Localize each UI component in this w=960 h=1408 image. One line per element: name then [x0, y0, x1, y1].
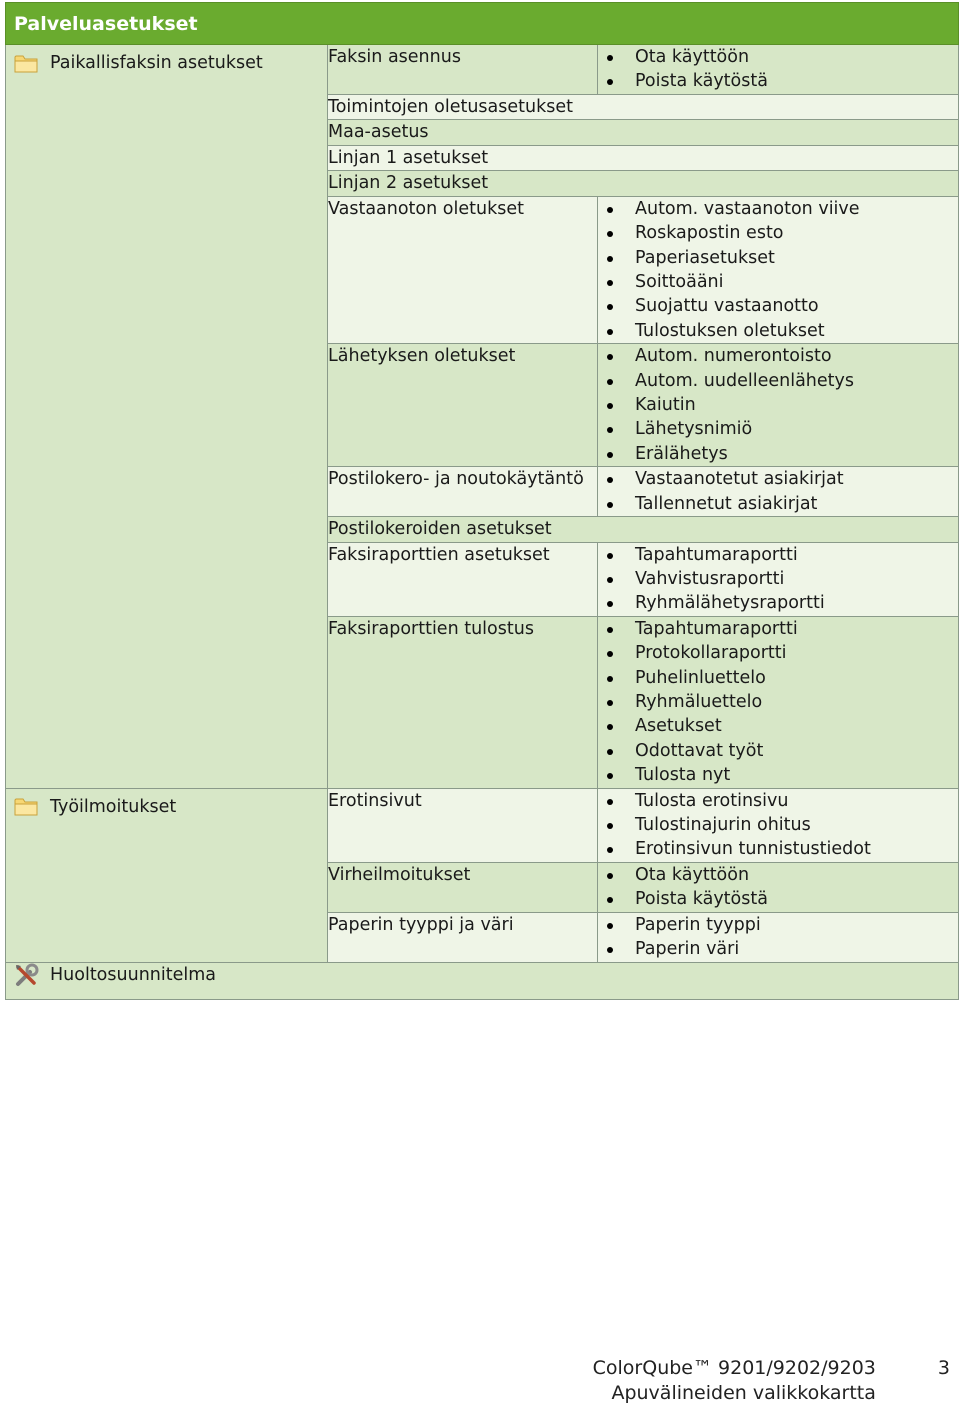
list-item: Paperin tyyppi: [598, 913, 958, 937]
option-list: [598, 197, 958, 343]
list-item: Ota käyttöön: [598, 863, 958, 887]
list-item: Suojattu vastaanotto: [598, 294, 958, 318]
list-item: Tulostuksen oletukset: [598, 319, 958, 343]
maintenance-label: Huoltosuunnitelma: [50, 964, 216, 985]
setting-label: Vastaanoton oletukset: [328, 196, 598, 343]
option-cell: [598, 912, 959, 962]
list-item: Tapahtumaraportti: [598, 617, 958, 641]
option-list: [598, 344, 958, 466]
list-item: Vastaanotetut asiakirjat: [598, 467, 958, 491]
maintenance-cell: [6, 962, 959, 999]
setting-label: Linjan 2 asetukset: [328, 171, 959, 197]
setting-label: Faksiraporttien asetukset: [328, 542, 598, 616]
setting-label: Virheilmoitukset: [328, 862, 598, 912]
list-item: Tapahtumaraportti: [598, 543, 958, 567]
setting-label: Erotinsivut: [328, 788, 598, 862]
option-cell: [598, 196, 959, 343]
list-item: Puhelinluettelo: [598, 666, 958, 690]
list-item: Poista käytöstä: [598, 887, 958, 911]
option-cell: [598, 788, 959, 862]
list-item: Tallennetut asiakirjat: [598, 492, 958, 516]
list-item: Protokollaraportti: [598, 641, 958, 665]
section-label: Paikallisfaksin asetukset: [50, 53, 263, 73]
option-cell: [598, 542, 959, 616]
list-item: Vahvistusraportti: [598, 567, 958, 591]
option-list: [598, 617, 958, 788]
option-cell: [598, 344, 959, 467]
list-item: Roskapostin esto: [598, 221, 958, 245]
setting-label: Toimintojen oletusasetukset: [328, 94, 959, 120]
page-number: 3: [937, 1357, 950, 1379]
list-item: Odottavat työt: [598, 739, 958, 763]
product-name: ColorQube™ 9201/9202/9203: [592, 1357, 876, 1379]
list-item: Autom. vastaanoton viive: [598, 197, 958, 221]
list-item: Asetukset: [598, 714, 958, 738]
option-list: [598, 45, 958, 94]
folder-icon: [14, 54, 38, 73]
option-list: [598, 913, 958, 962]
page-footer: [593, 1356, 950, 1406]
setting-label: Postilokero- ja noutokäytäntö: [328, 467, 598, 517]
table-row: [6, 788, 959, 862]
table-row: [6, 962, 959, 999]
service-settings-table: [5, 2, 959, 1000]
list-item: Paperiasetukset: [598, 246, 958, 270]
list-item: Tulosta nyt: [598, 763, 958, 787]
setting-label: Maa-asetus: [328, 120, 959, 146]
setting-label: Linjan 1 asetukset: [328, 145, 959, 171]
list-item: Erälähetys: [598, 442, 958, 466]
table-row: [6, 45, 959, 95]
list-item: Erotinsivun tunnistustiedot: [598, 837, 958, 861]
setting-label: Postilokeroiden asetukset: [328, 517, 959, 543]
option-list: [598, 543, 958, 616]
list-item: Autom. uudelleenlähetys: [598, 369, 958, 393]
list-item: Poista käytöstä: [598, 69, 958, 93]
option-cell: [598, 862, 959, 912]
list-item: Kaiutin: [598, 393, 958, 417]
option-list: [598, 863, 958, 912]
setting-label: Faksiraporttien tulostus: [328, 616, 598, 788]
option-cell: [598, 45, 959, 95]
setting-label: Paperin tyyppi ja väri: [328, 912, 598, 962]
option-cell: [598, 616, 959, 788]
list-item: Ota käyttöön: [598, 45, 958, 69]
setting-label: Lähetyksen oletukset: [328, 344, 598, 467]
folder-icon: [14, 797, 38, 816]
list-item: Ryhmälähetysraportti: [598, 591, 958, 615]
list-item: Tulostinajurin ohitus: [598, 813, 958, 837]
setting-label: Faksin asennus: [328, 45, 598, 95]
section-cell: [6, 788, 328, 962]
list-item: Soittoääni: [598, 270, 958, 294]
list-item: Paperin väri: [598, 937, 958, 961]
option-list: [598, 467, 958, 516]
section-cell: [6, 45, 328, 789]
option-list: [598, 789, 958, 862]
list-item: Autom. numerontoisto: [598, 344, 958, 368]
option-cell: [598, 467, 959, 517]
list-item: Lähetysnimiö: [598, 417, 958, 441]
tools-icon: [14, 963, 40, 987]
list-item: Ryhmäluettelo: [598, 690, 958, 714]
list-item: Tulosta erotinsivu: [598, 789, 958, 813]
document-subtitle: Apuvälineiden valikkokartta: [611, 1382, 876, 1404]
table-title: Palveluasetukset: [6, 3, 959, 45]
section-label: Työilmoitukset: [50, 796, 177, 817]
